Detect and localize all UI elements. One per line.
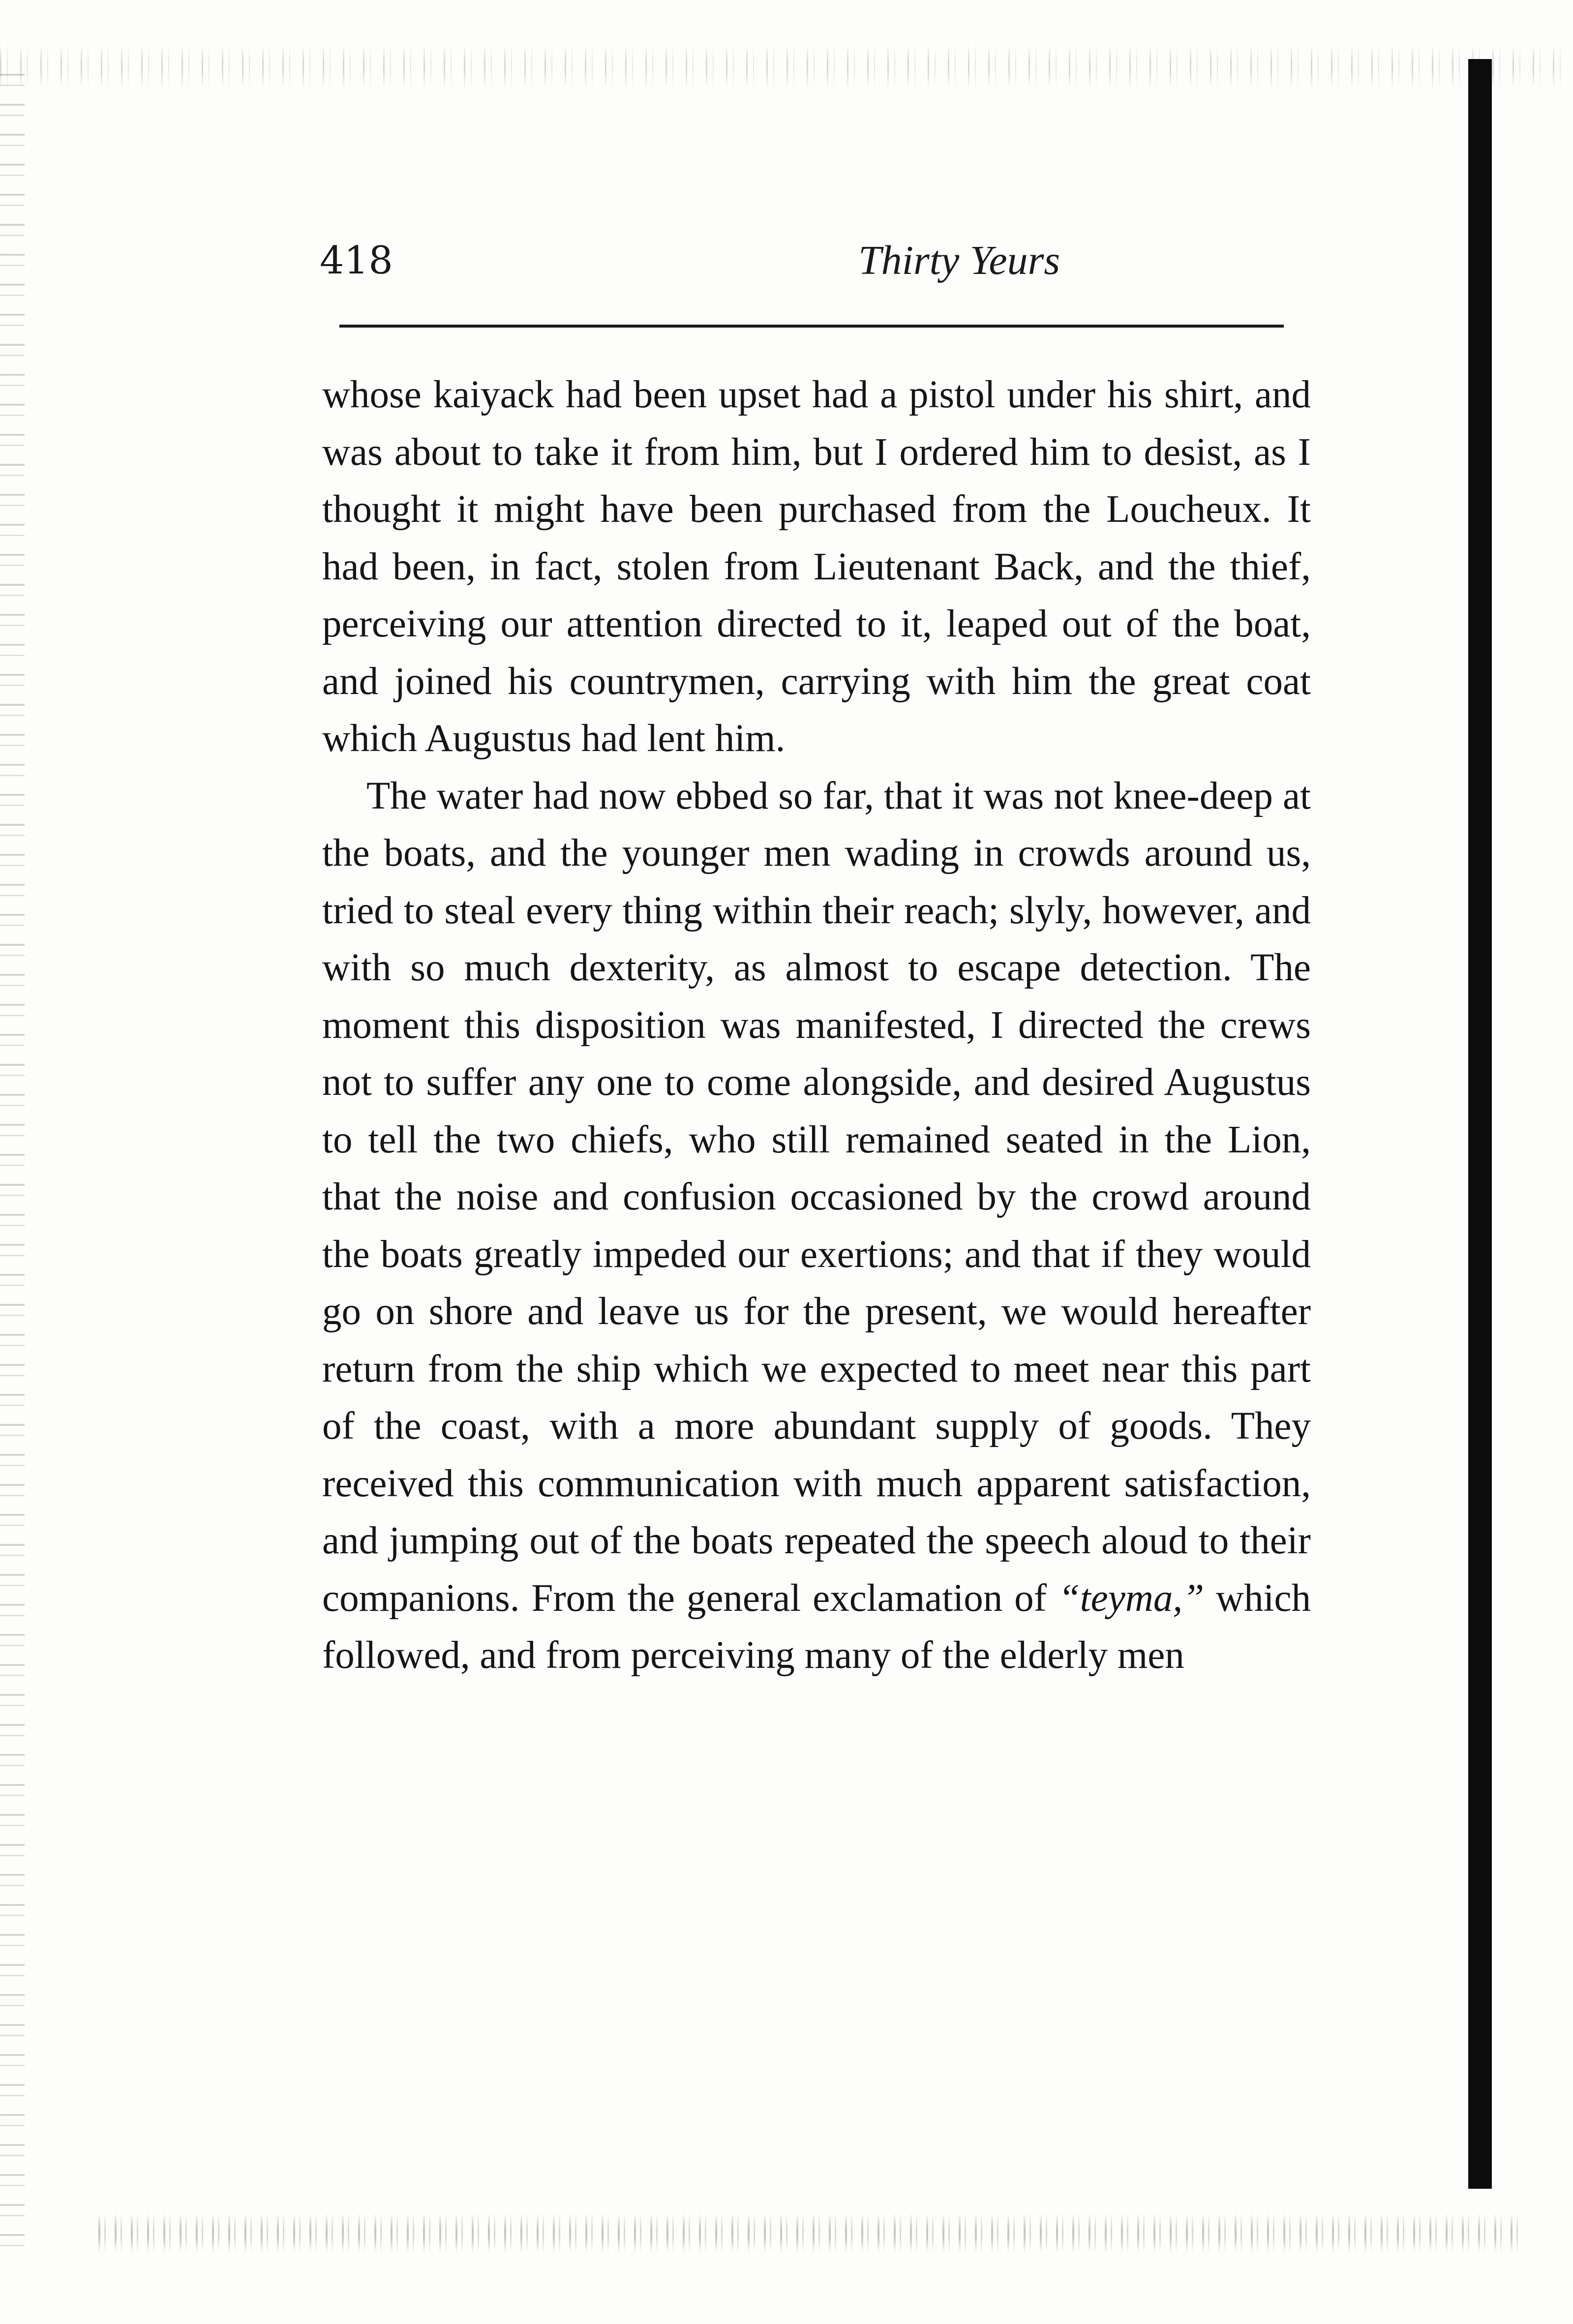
paragraph-2-italic: “teyma,”	[1058, 1576, 1205, 1620]
scan-edge-bottom	[98, 2213, 1525, 2253]
header-rule	[339, 325, 1284, 328]
paragraph-2-text-b: which followed, and from perceiving many of the elderly men	[322, 1576, 1311, 1677]
scan-binding-shadow	[1468, 59, 1492, 2189]
paragraph-1: whose kaiyack had been upset had a pistol under his shirt, and was about to take it from him, but I ordered him to desist, as I thought it might have been purchased from the Loucheux. It had been, in fact, stolen from Lieutenant Back, and the thief, perceiving our attention directed to it, leaped out of the boat, and joined his countrymen, carrying with him the great coat which Augustus had lent him.	[322, 373, 1311, 760]
paragraph-2-text-a: The water had now ebbed so far, that it was not knee-deep at the boats, and the younger men wading in crowds around us, tried to steal every thing within their reach; slyly, however, and with so much dexterity, as almost to escape detection. The moment this disposition was manifested, I directed the crews not to suffer any one to come alongside, and desired Augustus to tell the two chiefs, who still remained seated in the Lion, that the noise and confusion occasioned by the crowd around the boats greatly impeded our exertions; and that if they would go on shore and leave us for the present, we would hereafter return from the ship which we expected to meet near this part of the coast, with a more abundant supply of goods. They received this communication with much apparent satisfaction, and jumping out of the boats repeated the speech aloud to their companions. From the general exclamation of	[322, 774, 1311, 1620]
running-title: Thirty Yeurs	[858, 238, 1060, 283]
page-number: 418	[320, 239, 393, 283]
scan-edge-top	[0, 44, 1573, 89]
scan-edge-left	[0, 74, 25, 2263]
page-header	[320, 231, 1303, 290]
paragraph-2	[322, 768, 1311, 1685]
body-text	[322, 366, 1311, 1685]
